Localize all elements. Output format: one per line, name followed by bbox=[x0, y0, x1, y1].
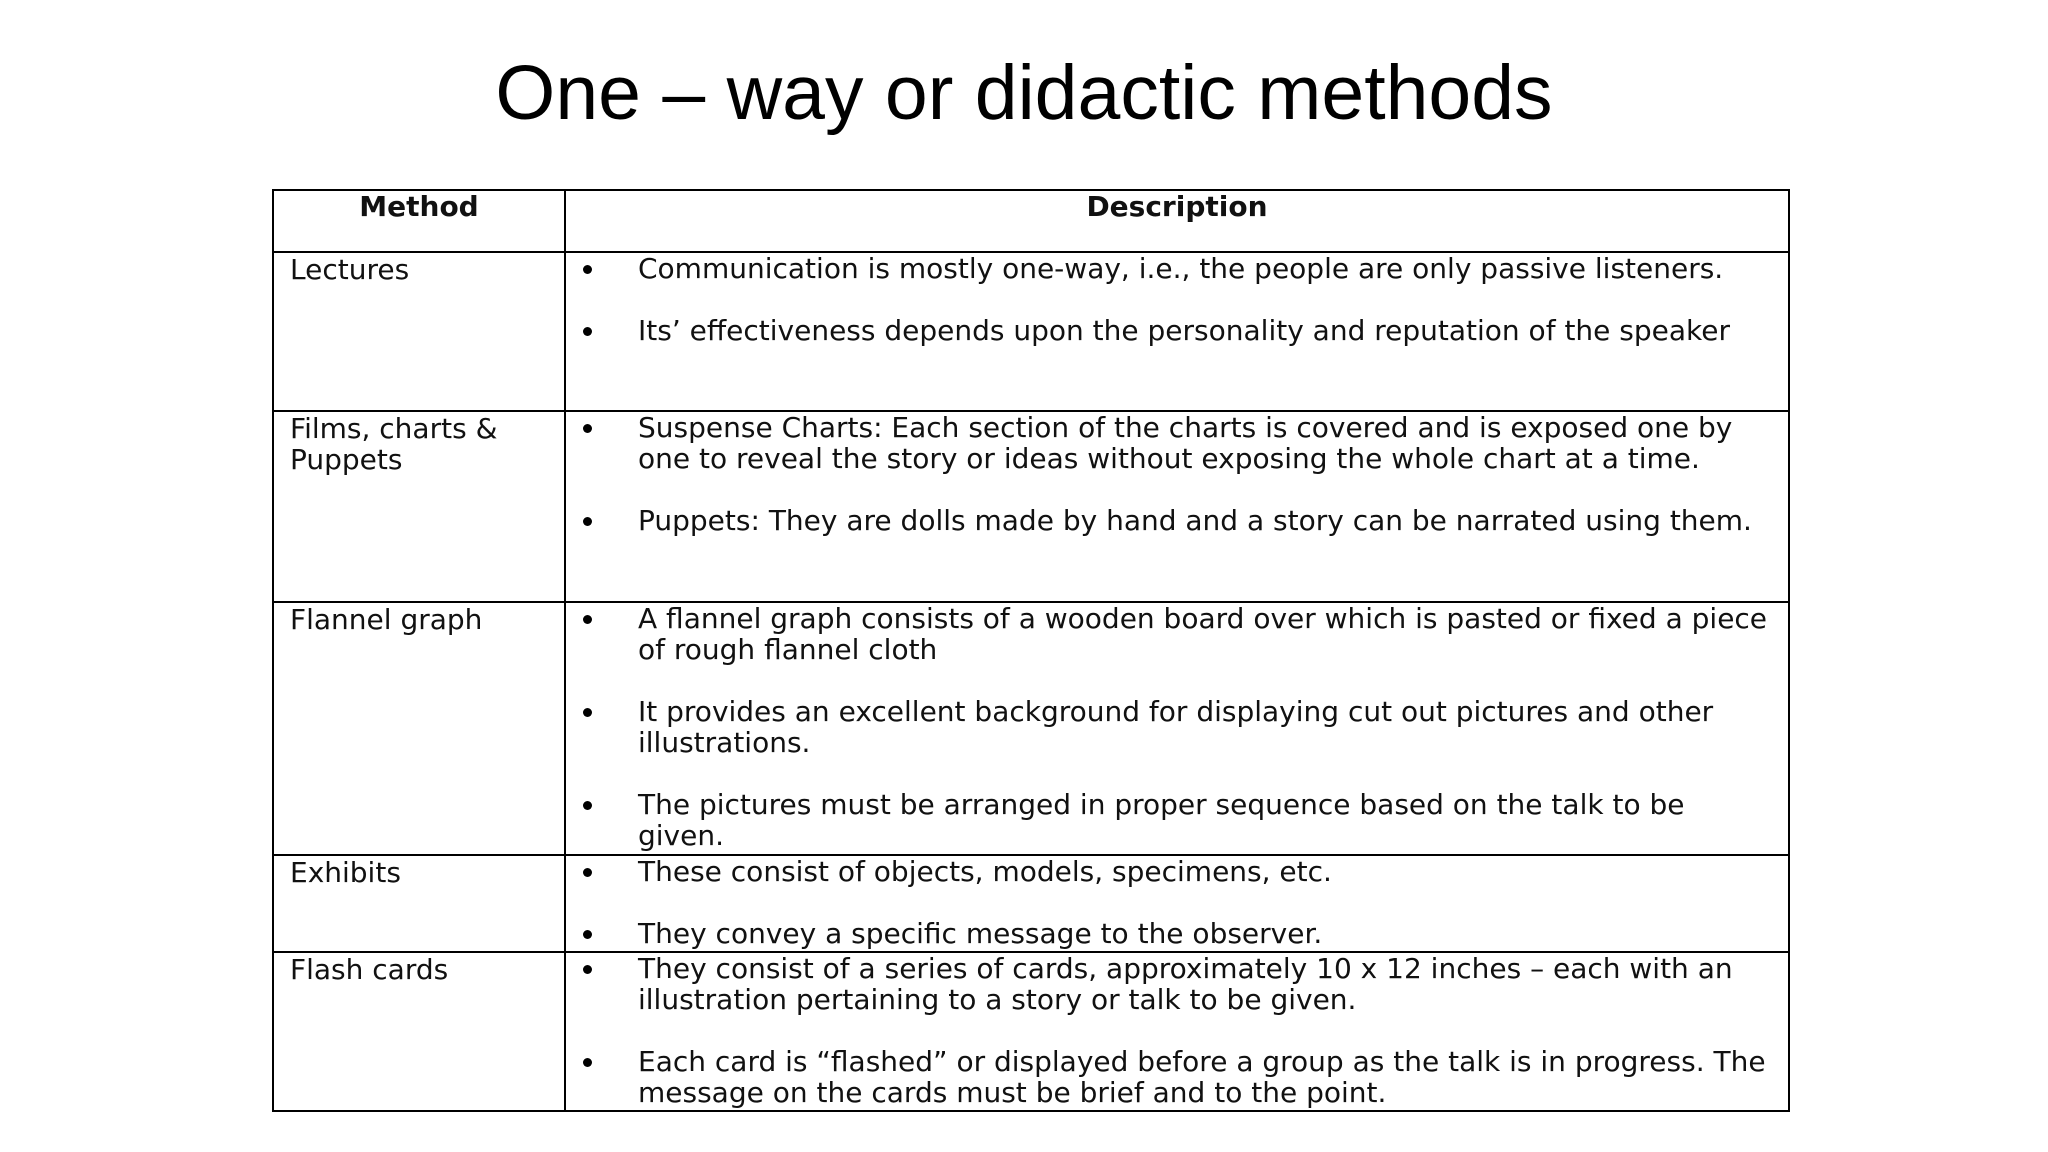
bullet-icon bbox=[583, 1058, 592, 1067]
list-item bbox=[566, 315, 1788, 346]
description-cell bbox=[565, 252, 1789, 411]
method-cell: Films, charts & Puppets bbox=[273, 411, 565, 602]
bullet-list bbox=[566, 412, 1788, 536]
bullet-list bbox=[566, 603, 1788, 851]
methods-table bbox=[272, 189, 1790, 1112]
bullet-list bbox=[566, 856, 1788, 949]
bullet-icon bbox=[583, 424, 592, 433]
bullet-text: Suspense Charts: Each section of the charts is covered and is exposed one by one to reveal the story or ideas without exposing the whole chart at a time. bbox=[638, 411, 1733, 475]
table-row bbox=[273, 252, 1789, 411]
bullet-icon bbox=[583, 708, 592, 717]
description-cell bbox=[565, 952, 1789, 1111]
bullet-icon bbox=[583, 930, 592, 939]
method-cell: Flannel graph bbox=[273, 602, 565, 855]
bullet-icon bbox=[583, 517, 592, 526]
list-item bbox=[566, 1046, 1788, 1108]
table-row bbox=[273, 855, 1789, 952]
bullet-icon bbox=[583, 801, 592, 810]
table-row bbox=[273, 952, 1789, 1111]
bullet-list bbox=[566, 953, 1788, 1108]
list-item bbox=[566, 789, 1788, 851]
list-item bbox=[566, 505, 1788, 536]
bullet-icon bbox=[583, 327, 592, 336]
description-column-header: Description bbox=[565, 190, 1789, 252]
bullet-icon bbox=[583, 868, 592, 877]
bullet-text: A flannel graph consists of a wooden board over which is pasted or fixed a piece of rough flannel cloth bbox=[638, 602, 1768, 666]
bullet-text: They convey a specific message to the observer. bbox=[638, 917, 1323, 950]
method-cell: Flash cards bbox=[273, 952, 565, 1111]
slide-title: One – way or didactic methods bbox=[495, 50, 1553, 136]
list-item bbox=[566, 412, 1788, 474]
bullet-text: Its’ effectiveness depends upon the personality and reputation of the speaker bbox=[638, 314, 1730, 347]
description-cell bbox=[565, 855, 1789, 952]
description-cell bbox=[565, 411, 1789, 602]
table-row bbox=[273, 602, 1789, 855]
list-item bbox=[566, 953, 1788, 1015]
method-column-header: Method bbox=[273, 190, 565, 252]
list-item bbox=[566, 696, 1788, 758]
description-cell bbox=[565, 602, 1789, 855]
list-item bbox=[566, 856, 1788, 887]
bullet-icon bbox=[583, 265, 592, 274]
bullet-text: Communication is mostly one-way, i.e., the people are only passive listeners. bbox=[638, 252, 1724, 285]
table-header-row bbox=[273, 190, 1789, 252]
list-item bbox=[566, 918, 1788, 949]
bullet-text: Each card is “flashed” or displayed before a group as the talk is in progress. The message on the cards must be brief and to the point. bbox=[638, 1045, 1766, 1109]
bullet-text: They consist of a series of cards, approximately 10 x 12 inches – each with an illustration pertaining to a story or talk to be given. bbox=[638, 952, 1733, 1016]
bullet-text: It provides an excellent background for displaying cut out pictures and other illustrations. bbox=[638, 695, 1714, 759]
bullet-text: These consist of objects, models, specimens, etc. bbox=[638, 855, 1332, 888]
bullet-icon bbox=[583, 965, 592, 974]
method-cell: Exhibits bbox=[273, 855, 565, 952]
bullet-icon bbox=[583, 615, 592, 624]
table-row bbox=[273, 411, 1789, 602]
bullet-text: The pictures must be arranged in proper sequence based on the talk to be given. bbox=[638, 788, 1685, 852]
list-item bbox=[566, 603, 1788, 665]
method-cell: Lectures bbox=[273, 252, 565, 411]
bullet-text: Puppets: They are dolls made by hand and a story can be narrated using them. bbox=[638, 504, 1752, 537]
bullet-list bbox=[566, 253, 1788, 346]
list-item bbox=[566, 253, 1788, 284]
